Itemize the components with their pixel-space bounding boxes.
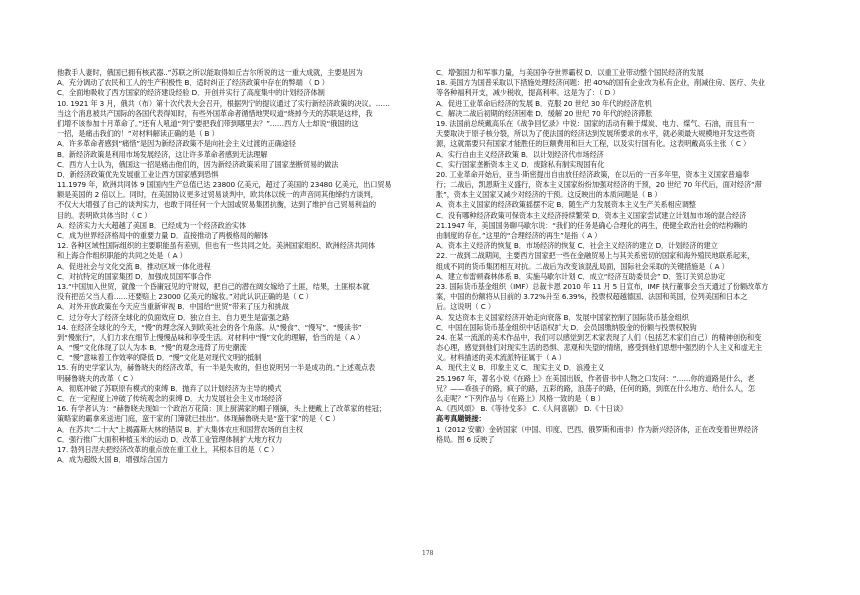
text-line: 态心理，感觉到他们对现实生活的恐惧、悲观和失望的情绪，感受到他们思想中强烈的个人主义和虚无主 bbox=[436, 343, 763, 353]
page-number: 178 bbox=[422, 550, 434, 557]
text-line: C．强行推广大面积种植玉米的运动 D．改革工业管理体制扩大地方权力 bbox=[57, 434, 283, 444]
right-column bbox=[436, 68, 808, 445]
text-line: 和上海合作组织职能的共同之处是（ A ） bbox=[57, 251, 187, 261]
text-line: A．彻底冲破了苏联原有模式的束缚 B．抛弃了以计划经济为主导的模式 bbox=[57, 383, 282, 393]
text-line: B．新经济政策是利用市场发展经济，这让许多革命者感到无法理解 bbox=[57, 149, 268, 159]
text-line: 没有把岳父当人看……还要赔上 23000 亿美元的嫁妆。”对此认识正确的是（ C ） bbox=[57, 292, 313, 302]
text-line: A．“慢”文化体现了以人为本 B．“慢”的观念违背了历史潮流 bbox=[57, 343, 247, 353]
text-line: 高考真题链接： bbox=[436, 414, 486, 424]
text-line: A．建立布雷顿森林体系 B．实施马歇尔计划 C．成立“经济互助委员会” D．签订关贸总协定 bbox=[436, 271, 725, 281]
text-line: 他教手人妻时，俄国已拥有核武器..”苏联之所以能取得如丘吉尔所说的这一重大成就，主要是因为 bbox=[57, 68, 363, 77]
text-line: A．促进社会与文化交流 B．推动区域一体化进程 bbox=[57, 261, 211, 271]
text-line: 10. 1921 年 3 月，俄共（布）第十次代表大会召开，根据列宁的提议通过了实行新经济政策的决议。…… bbox=[57, 98, 390, 108]
text-line: A．资本主义国家的经济政策摇摆不定 B．随生产力发展资本主义生产关系相应调整 bbox=[436, 200, 696, 210]
text-line: 明赫鲁晓夫的改革（ C ） bbox=[57, 373, 138, 383]
text-line: C．增强国力和军事力量，与美国争夺世界霸权 D．以重工业带动整个国民经济的发展 bbox=[436, 68, 704, 77]
text-line: 目的。表明欧共体当时（ C ） bbox=[57, 210, 152, 220]
left-column bbox=[57, 68, 422, 465]
text-line: 一招，是痛击我们的！”对材料解读正确的是（ B ） bbox=[57, 129, 219, 139]
text-line: 胀”，资本主义国家又减少对经济的干预。这反映出的本质问题是（ B ） bbox=[436, 190, 662, 200]
text-line: C．实行国家垄断资本主义 D．废除私有制实现国有化 bbox=[436, 159, 605, 169]
text-line: C．对抗特定的国家集团 D．加强成员国军事合作 bbox=[57, 271, 212, 281]
text-line: 行；二战后，凯恩斯主义盛行，资本主义国家纷纷加强对经济的干预，20 世纪 70 年代后，面对经济“滞 bbox=[436, 180, 762, 190]
text-line: 当这个消息被共产国际的各国代表得知时，有些外国革命者循惜地哭叹道“烧掉今天的苏联是这样，我 bbox=[57, 108, 373, 118]
text-line: 21.1947 年，美国国务聊马歇尔说：“我们的任务是确心合理化的再生，使健全政治社会的结构赖的 bbox=[436, 220, 748, 230]
text-line: A．发达资本主义国家经济开始走向衰落 B．发展中国家控制了国际货币基金组织 bbox=[436, 312, 689, 322]
text-line: 兄？——乖孩子的路，疯子的路，五彩的路，浪荡子的路，任何的路，到底在什么地方、给什么人，怎 bbox=[436, 383, 755, 393]
text-line: A．资本主义经济的恢复 B．市场经济的恢复 C．社会主义经济的建立 D．计划经济的建立 bbox=[436, 241, 718, 251]
text-line: 1（2012 安徽）金砖国家（中国、印度、巴西、俄罗斯和南非）作为新兴经济体，正在改变着世界经济 bbox=[436, 424, 759, 434]
text-line: 14. 在经济全球化的今天，“慢”的理念深入到欧美社会的各个角落。从“慢食”、“慢写”、“慢读书” bbox=[57, 322, 362, 332]
text-line: C．“慢”意味着工作效率的降低 D．“慢”文化是对现代文明的抵制 bbox=[57, 353, 262, 363]
text-line: 13.“中国加入世贸，就像一个昏庸冠见的守财奴，把自己的潜在阔女嫁给了土匪，结果，土匪根本就 bbox=[57, 281, 370, 291]
text-line: 组成不同的货币集团相互对抗。二战后为改变该混乱局面，国际社会采取的关键措施是（ A ） bbox=[436, 261, 729, 271]
text-line: 15. 有的史学家认为，赫鲁晓夫的经济改革，有一半是失败的，但也说明另一半是成功的。”上述观点表 bbox=[57, 363, 376, 373]
text-line: A．在苏共“二十大”上揭露斯大林的错误 B．扩大集体农庄和国营农场的自主权 bbox=[57, 424, 303, 434]
text-line: 19. 法国前总统戴高乐在《战争回忆录》中说：国家的活动有赖于煤炭、电力、煤气、石油，而且有一 bbox=[436, 118, 755, 128]
text-line: C．全面地吸收了西方国家的经济建设经验 D．开创并实行了高度集中的计划经济体制 bbox=[57, 88, 325, 98]
text-line: C．西方人士认为，俄国这一招是痛击他们的，因为新经济政策采用了国家垄断贸易的做法 bbox=[57, 159, 339, 169]
text-line: 24. 在某一流派的美术作品中，我们可以感觉到艺术家表现了人们（包括艺术家们自己）的精神创伤和变 bbox=[436, 332, 762, 342]
text-line: C．中国在国际货币基金组织中话语权扩大 D．会员国缴纳股金的份额与投票权脱钩 bbox=[436, 322, 697, 332]
text-line: 18. 美国方为国普采取以下措施处理经济问题：把 40%的国有企业改为私有企业，削减住房、医疗、失业 bbox=[436, 78, 765, 88]
text-line: 等各种福利开支，减少税收，提高利率。这是为了：（ D ） bbox=[436, 88, 620, 98]
text-line: 23. 国际货币基金组织（IMF）总裁卡恩 2010 年 11 月 5 日宣布，IMF 执行董事会当天通过了份额改革方 bbox=[436, 281, 769, 291]
text-line: 义。材料描述的美术流派特征属于（ A ） bbox=[436, 353, 566, 363]
text-line: 20. 工业革命开始后，亚当·斯密提出自由放任经济政策，在以后的一百多年里，资本主义国家普遍奉 bbox=[436, 169, 750, 179]
text-line: 不仅大大增强了自己的谈判实力，也敢于同任何一个大国或贸易集团抗衡，达到了维护自己贸易利益的 bbox=[57, 200, 376, 210]
text-line: A．经济实力大大超越了美国 B．已经成为一个经济政治实体 bbox=[57, 220, 247, 230]
text-line: 天要取决于原子核分裂，所以为了使法国的经济达到发展所要求的水平，就必须最大规模地开发这些资 bbox=[436, 129, 755, 139]
text-line: A．成为超级大国 B．增强综合国力 bbox=[57, 455, 169, 465]
text-line: 么走呢？”下列作品与《在路上》风格一致的是（ B ） bbox=[436, 394, 605, 403]
text-line: A．促进工业革命后经济的发展 B．克服 20 世纪 30 年代的经济危机 bbox=[436, 98, 652, 108]
text-line: C．在一定程度上冲破了传统观念的束缚 D．大力发展社会主义市场经济 bbox=[57, 394, 283, 403]
text-line: C．解决二战后初期的经济困难 D．缓解 20 世纪 70 年代的经济滞胀 bbox=[436, 108, 653, 118]
text-line: C．没有哪种经济政策可保资本主义经济持续繁荣 D．资本主义国家尝试建立计划加市场的混合经济 bbox=[436, 210, 747, 220]
text-line: A．许多革命者感到“痛惜”是因为新经济政策不是向社会主义过渡的正确途径 bbox=[57, 139, 296, 149]
text-line: 们增不该参加十月革命了。”还有人吼道“列宁要把我们带到哪里去？”……西方人士却说“俄国的这 bbox=[57, 118, 359, 128]
text-line: A．现代主义 B．印象主义 C．现实主义 D．浪漫主义 bbox=[436, 363, 605, 373]
text-line: 16. 有学者认为：“赫鲁晓夫现如一个政治万花筒：顶上厨满家的帽子刚摘，头上便戴上了改革家的桂冠； bbox=[57, 404, 386, 414]
text-line: D．新经济政策优先发展重工业让西方国家感到恐惧 bbox=[57, 169, 219, 179]
text-line: 12. 各种区域性国际组织的主要职能虽有差别，但也有一些共同之处。美洲国家组织、欧洲经济共同体 bbox=[57, 241, 376, 251]
text-line: 案，中国的份额将从目前的 3.72%升至 6.39%，投票权超越德国、法国和英国，位列美国和日本之 bbox=[436, 292, 748, 302]
text-line: 格局。图 6 反映了 bbox=[436, 434, 495, 444]
text-line: 22. 一战到二战期间，主要西方国家把一些在金融贸易上与其关系密切的国家和海外殖民地联系起来， bbox=[436, 251, 755, 261]
text-line: C．过分夸大了经济全球化的负面效应 D．独立自主、自力更生是富强之路 bbox=[57, 312, 290, 322]
text-line: 源，这就需要只有国家才能胜任的巨额费用和巨大工程，以及实行国有化。这表明戴高乐主张（ C ） bbox=[436, 139, 751, 149]
text-line: C．成为世界经济格局中的重要力量 D．直接推动了两极格局的解体 bbox=[57, 231, 268, 240]
text-line: 额是美国的 2 倍以上。同时，在美国协议更多过贸易谈判中，欧共体以统一的声音同其他缔约方谈判， bbox=[57, 190, 378, 200]
text-line: A.《西风颂》 B.《等待戈多》 C.《人间喜剧》 D.《十日谈》 bbox=[436, 404, 628, 414]
text-line: A．实行自由主义经济政策 B．以计划经济代市场经济 bbox=[436, 149, 604, 159]
text-line: 17. 勃列日涅夫把经济改革的重点放在重工业上，其根本目的是（ C ） bbox=[57, 444, 279, 454]
text-line: A．对外开放政策在今天应当重新审视 B．中国给“世贸”带来了压力和挑战 bbox=[57, 302, 289, 312]
text-line: 由制度的存在。”这里的“合理经济的再生”是指（ A ） bbox=[436, 231, 602, 240]
text-line: 后。这说明（ C ） bbox=[436, 302, 495, 312]
text-line: A．充分调动了农民和工人的生产积极性 B．适时纠正了经济政策中存在的弊端 （ D ） bbox=[57, 78, 329, 88]
text-line: 11.1979 年，欧洲共同体 9 国国内生产总值已达 23800 亿美元，超过了美国的 23480 亿美元，出口贸易 bbox=[57, 180, 392, 190]
text-line: 25.1967 年，著名小说《在路上》在美国出版，作者借书中人物之口发问：“……你的道路是什么，老 bbox=[436, 373, 755, 383]
text-line: 策略家的霸拿来送进门庭，蛮干家的门簿就已挂出”。体现赫鲁晓夫是“蛮干家”的是（ C ） bbox=[57, 414, 340, 424]
text-line: 到“慢旅行”，人们力求在细节上慢慢品味和享受生活。对材料中“慢”文化的理解，恰当的是（ A ） bbox=[57, 332, 365, 342]
